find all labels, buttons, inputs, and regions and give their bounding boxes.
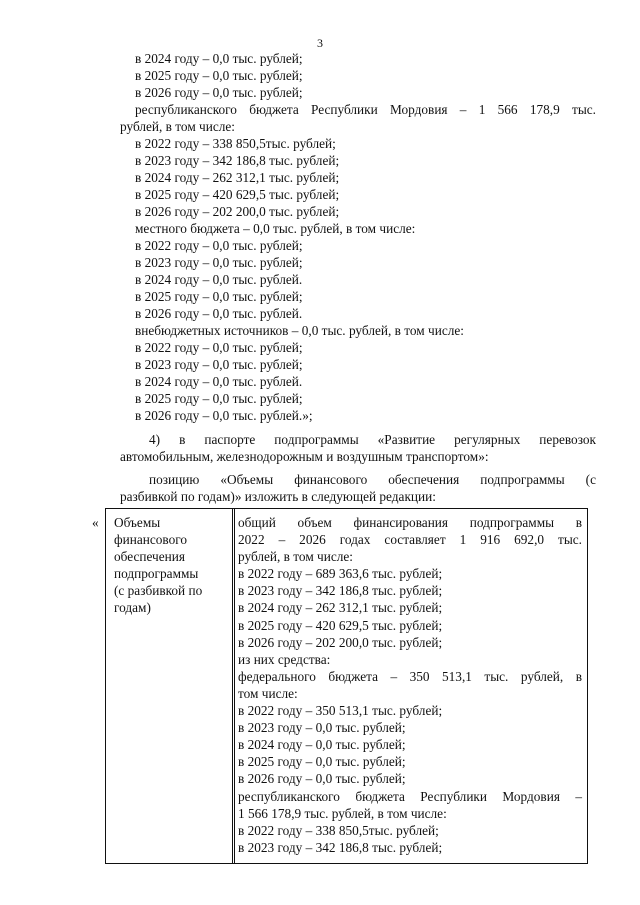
right-cell-line: федерального бюджета – 350 513,1 тыс. рублей, в	[238, 668, 582, 684]
text-line: в 2022 году – 0,0 тыс. рублей;	[135, 340, 303, 355]
column-divider	[232, 509, 233, 863]
page-number: 3	[317, 36, 323, 50]
text-line: внебюджетных источников – 0,0 тыс. рублей, в том числе:	[135, 323, 464, 338]
text-line: в 2026 году – 0,0 тыс. рублей.»;	[135, 408, 313, 423]
text-line: рублей, в том числе:	[120, 119, 235, 134]
text-line: автомобильным, железнодорожным и воздушным транспортом»:	[120, 449, 489, 464]
right-cell-line: из них средства:	[238, 651, 331, 667]
text-line: разбивкой по годам)» изложить в следующей редакции:	[120, 489, 436, 504]
item4-line: 4) в паспорте подпрограммы «Развитие регулярных перевозок	[149, 432, 596, 447]
column-divider	[234, 509, 235, 863]
table-left-cell	[114, 514, 230, 616]
table-right-cell	[238, 514, 582, 856]
text-line: в 2023 году – 0,0 тыс. рублей;	[135, 357, 303, 372]
text-line: в 2025 году – 0,0 тыс. рублей;	[135, 391, 303, 406]
text-line: в 2024 году – 0,0 тыс. рублей.	[135, 272, 303, 287]
funding-table	[105, 508, 588, 864]
left-cell-line: годам)	[114, 600, 151, 615]
right-cell-line: 1 566 178,9 тыс. рублей, в том числе:	[238, 805, 447, 821]
right-cell-line: в 2024 году – 262 312,1 тыс. рублей;	[238, 600, 443, 616]
right-cell-line: в 2022 году – 350 513,1 тыс. рублей;	[238, 703, 443, 719]
right-cell-line: том числе:	[238, 685, 298, 701]
text-line: в 2022 году – 338 850,5тыс. рублей;	[135, 136, 336, 151]
text-line: в 2023 году – 0,0 тыс. рублей;	[135, 255, 303, 270]
text-line: местного бюджета – 0,0 тыс. рублей, в том числе:	[135, 221, 416, 236]
text-line: в 2023 году – 342 186,8 тыс. рублей;	[135, 153, 340, 168]
right-cell-line: в 2022 году – 689 363,6 тыс. рублей;	[238, 566, 443, 582]
right-cell-line: в 2023 году – 0,0 тыс. рублей;	[238, 720, 406, 736]
text-line: в 2024 году – 0,0 тыс. рублей;	[135, 51, 303, 66]
right-cell-line: в 2024 году – 0,0 тыс. рублей;	[238, 737, 406, 753]
right-cell-line: в 2025 году – 420 629,5 тыс. рублей;	[238, 617, 443, 633]
position-line: позицию «Объемы финансового обеспечения подпрограммы (с	[149, 472, 596, 487]
text-line: в 2026 году – 202 200,0 тыс. рублей;	[135, 204, 340, 219]
rep-budget-line: республиканского бюджета Республики Мордовия – 1 566 178,9 тыс.	[135, 102, 596, 117]
left-cell-line: обеспечения	[114, 549, 185, 564]
right-cell-line: в 2025 году – 0,0 тыс. рублей;	[238, 754, 406, 770]
text-line: в 2022 году – 0,0 тыс. рублей;	[135, 238, 303, 253]
left-cell-line: финансового	[114, 532, 188, 547]
right-cell-line: в 2023 году – 342 186,8 тыс. рублей;	[238, 583, 443, 599]
right-cell-line: общий объем финансирования подпрограммы в	[238, 515, 582, 530]
left-cell-line: Объемы	[114, 515, 161, 530]
right-cell-line: 2022 – 2026 годах составляет 1 916 692,0 тыс.	[238, 532, 582, 548]
text-line: в 2025 году – 0,0 тыс. рублей;	[135, 68, 303, 83]
left-cell-line: подпрограммы	[114, 566, 199, 581]
text-line: в 2025 году – 0,0 тыс. рублей;	[135, 289, 303, 304]
left-cell-line: (с разбивкой по	[114, 583, 203, 598]
text-line: в 2025 году – 420 629,5 тыс. рублей;	[135, 187, 340, 202]
right-cell-line: в 2026 году – 202 200,0 тыс. рублей;	[238, 634, 443, 650]
text-line: в 2026 году – 0,0 тыс. рублей.	[135, 306, 303, 321]
text-line: в 2024 году – 0,0 тыс. рублей.	[135, 374, 303, 389]
open-quote: «	[92, 515, 99, 530]
right-cell-line: в 2026 году – 0,0 тыс. рублей;	[238, 771, 406, 787]
text-line: в 2024 году – 262 312,1 тыс. рублей;	[135, 170, 340, 185]
right-cell-line: республиканского бюджета Республики Мордовия –	[238, 788, 582, 804]
right-cell-line: в 2022 году – 338 850,5тыс. рублей;	[238, 822, 439, 838]
text-line: в 2026 году – 0,0 тыс. рублей;	[135, 85, 303, 100]
right-cell-line: в 2023 году – 342 186,8 тыс. рублей;	[238, 839, 443, 855]
right-cell-line: рублей, в том числе:	[238, 549, 353, 565]
